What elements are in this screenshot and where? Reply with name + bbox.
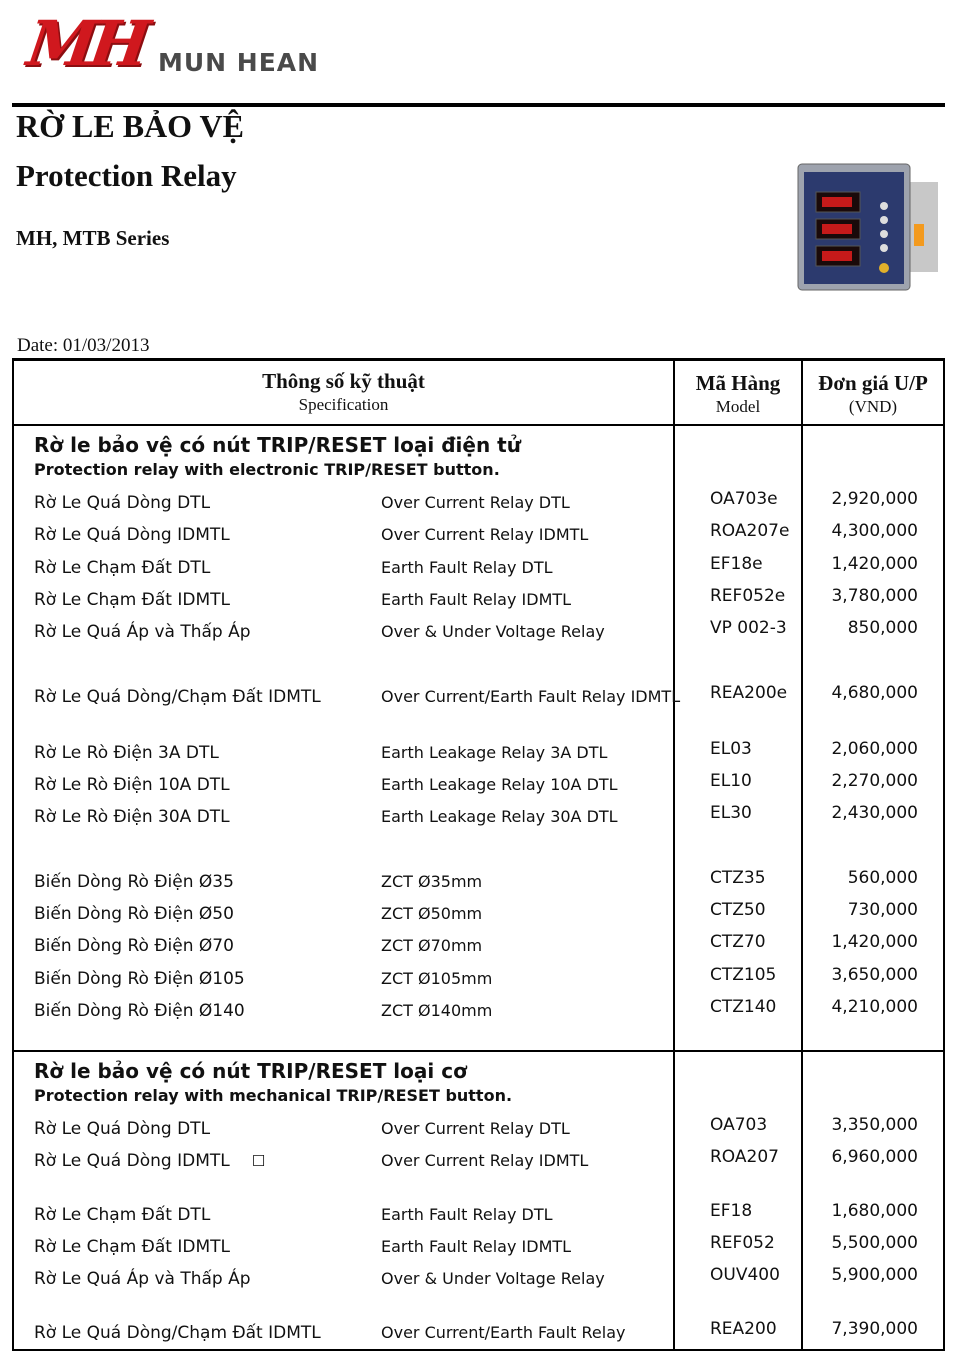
section2-row-en: Over Current Relay DTL (381, 1119, 570, 1138)
section1-row-model: EF18e (710, 554, 763, 574)
section2-row-price: 3,350,000 (831, 1115, 918, 1135)
section-divider (14, 1050, 943, 1052)
relay-product-image (796, 162, 942, 294)
section1-row-en: ZCT Ø70mm (381, 936, 483, 955)
section2-subtitle: Protection relay with mechanical TRIP/RESET button. (34, 1086, 513, 1105)
section1-row-price: 4,210,000 (831, 997, 918, 1017)
section1-row-en: ZCT Ø105mm (381, 969, 493, 988)
section2-row-en: Earth Fault Relay IDMTL (381, 1237, 572, 1256)
section1-row-vn: Biến Dòng Rò Điện Ø105 (34, 969, 245, 989)
header-spec: Thông số kỹ thuật Specification (262, 369, 425, 414)
section2-row-vn: Rờ Le Quá Dòng/Chạm Đất IDMTL (34, 1323, 321, 1343)
section1-row-vn: Rờ Le Quá Dòng DTL (34, 493, 211, 513)
section1-row-vn: Biến Dòng Rò Điện Ø50 (34, 904, 234, 924)
section1-row-model: CTZ35 (710, 868, 766, 888)
section1-row-en: Over Current/Earth Fault Relay IDMTL (381, 687, 681, 706)
section1-row-en: Earth Leakage Relay 30A DTL (381, 807, 618, 826)
section2-row-model: OUV400 (710, 1265, 780, 1285)
checkbox-icon: ☐ (251, 1152, 266, 1170)
section1-row-en: Earth Fault Relay DTL (381, 558, 553, 577)
section2-row-model: REF052 (710, 1233, 775, 1253)
section1-row-model: EL03 (710, 739, 752, 759)
section2-row-price: 5,900,000 (831, 1265, 918, 1285)
section1-row-price: 730,000 (847, 900, 918, 920)
section1-row-price: 2,920,000 (831, 489, 918, 509)
section1-row-price: 3,650,000 (831, 965, 918, 985)
section1-row-en: Earth Leakage Relay 10A DTL (381, 775, 618, 794)
section2-row-vn: Rờ Le Chạm Đất DTL (34, 1205, 211, 1225)
section1-row-model: CTZ70 (710, 932, 766, 952)
logo-mark: MH (22, 7, 149, 80)
brand-logo (22, 7, 328, 82)
section2-row-model: ROA207 (710, 1147, 779, 1167)
header-model: Mã Hàng Model (695, 371, 781, 416)
section1-row-model: ROA207e (710, 521, 790, 541)
section1-row-en: ZCT Ø140mm (381, 1001, 493, 1020)
section1-row-price: 1,420,000 (831, 554, 918, 574)
section1-row-price: 4,680,000 (831, 683, 918, 703)
section2-row-en: Over Current Relay IDMTL (381, 1151, 589, 1170)
column-divider (801, 361, 803, 1349)
price-table (12, 358, 945, 1351)
section1-row-vn: Rờ Le Rò Điện 10A DTL (34, 775, 230, 795)
section1-row-en: Over & Under Voltage Relay (381, 622, 605, 641)
section1-row-model: EL10 (710, 771, 752, 791)
section1-row-en: Earth Fault Relay IDMTL (381, 590, 572, 609)
column-divider (673, 361, 675, 1349)
section1-row-vn: Rờ Le Rò Điện 30A DTL (34, 807, 230, 827)
section1-row-vn: Rờ Le Chạm Đất DTL (34, 558, 211, 578)
date-label: Date: 01/03/2013 (17, 335, 150, 356)
section1-row-model: CTZ105 (710, 965, 777, 985)
section1-row-vn: Biến Dòng Rò Điện Ø70 (34, 936, 234, 956)
section2-row-vn: Rờ Le Chạm Đất IDMTL (34, 1237, 230, 1257)
section2-row-vn: Rờ Le Quá Áp và Thấp Áp (34, 1269, 251, 1289)
section1-row-price: 4,300,000 (831, 521, 918, 541)
section2-row-price: 7,390,000 (831, 1319, 918, 1339)
section1-row-model: CTZ140 (710, 997, 777, 1017)
page-title-en: Protection Relay (16, 158, 237, 193)
section2-row-vn: Rờ Le Quá Dòng DTL (34, 1119, 211, 1139)
section1-subtitle: Protection relay with electronic TRIP/RESET button. (34, 460, 500, 479)
section1-row-price: 3,780,000 (831, 586, 918, 606)
section1-row-vn: Rờ Le Rò Điện 3A DTL (34, 743, 219, 763)
section2-row-vn: Rờ Le Quá Dòng IDMTL ☐ (34, 1151, 266, 1171)
section2-row-price: 5,500,000 (831, 1233, 918, 1253)
section1-row-price: 2,060,000 (831, 739, 918, 759)
section1-row-en: ZCT Ø50mm (381, 904, 483, 923)
section1-row-en: Over Current Relay DTL (381, 493, 570, 512)
section1-row-vn: Rờ Le Quá Dòng/Chạm Đất IDMTL (34, 687, 321, 707)
section1-row-model: OA703e (710, 489, 778, 509)
page-title-vn: RỜ LE BẢO VỆ (16, 108, 244, 144)
section1-row-vn: Rờ Le Quá Áp và Thấp Áp (34, 622, 251, 642)
section1-row-model: VP 002-3 (710, 618, 787, 638)
section2-row-en: Over Current/Earth Fault Relay (381, 1323, 626, 1342)
section2-title: Rờ le bảo vệ có nút TRIP/RESET loại cơ (34, 1059, 467, 1083)
section1-row-model: REF052e (710, 586, 786, 606)
section2-row-model: EF18 (710, 1201, 753, 1221)
section1-title: Rờ le bảo vệ có nút TRIP/RESET loại điện tử (34, 433, 521, 457)
section2-row-price: 6,960,000 (831, 1147, 918, 1167)
section2-row-en: Earth Fault Relay DTL (381, 1205, 553, 1224)
section1-row-price: 560,000 (847, 868, 918, 888)
section1-row-price: 2,430,000 (831, 803, 918, 823)
section1-row-vn: Biến Dòng Rò Điện Ø35 (34, 872, 234, 892)
section1-row-price: 2,270,000 (831, 771, 918, 791)
section1-row-en: ZCT Ø35mm (381, 872, 483, 891)
section1-row-model: CTZ50 (710, 900, 766, 920)
section1-row-vn: Rờ Le Quá Dòng IDMTL (34, 525, 230, 545)
series-label: MH, MTB Series (16, 226, 170, 250)
section1-row-model: EL30 (710, 803, 752, 823)
section2-row-model: OA703 (710, 1115, 768, 1135)
section1-row-price: 1,420,000 (831, 932, 918, 952)
section1-row-price: 850,000 (847, 618, 918, 638)
section2-row-price: 1,680,000 (831, 1201, 918, 1221)
header-divider (12, 103, 945, 107)
header-price: Đơn giá U/P (VND) (818, 371, 928, 416)
section1-row-en: Earth Leakage Relay 3A DTL (381, 743, 608, 762)
section1-row-vn: Biến Dòng Rò Điện Ø140 (34, 1001, 245, 1021)
brand-name: MUN HEAN (158, 48, 320, 77)
section2-row-en: Over & Under Voltage Relay (381, 1269, 605, 1288)
section1-row-en: Over Current Relay IDMTL (381, 525, 589, 544)
section1-row-vn: Rờ Le Chạm Đất IDMTL (34, 590, 230, 610)
header-bottom-rule (14, 424, 943, 426)
section1-row-model: REA200e (710, 683, 788, 703)
section2-row-model: REA200 (710, 1319, 777, 1339)
